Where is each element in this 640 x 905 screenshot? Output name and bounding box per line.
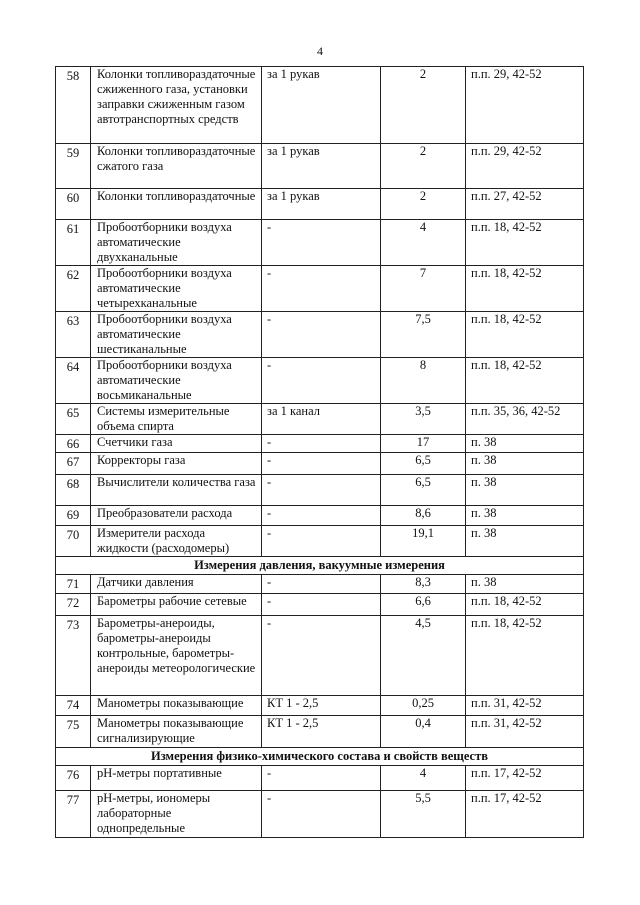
reference-cell: п.п. 27, 42-52 (466, 189, 584, 220)
instrument-name: Пробоотборники воздуха автоматические шестиканальные (91, 312, 262, 358)
instrument-name: Барометры рабочие сетевые (91, 594, 262, 616)
value-cell: 4,5 (381, 616, 466, 696)
row-number: 69 (56, 506, 91, 526)
table-row (56, 506, 584, 526)
section-title: Измерения физико-химического состава и свойств веществ (56, 748, 584, 766)
row-number: 70 (56, 526, 91, 557)
unit-cell: за 1 канал (262, 404, 381, 435)
unit-cell: - (262, 453, 381, 475)
value-cell: 6,6 (381, 594, 466, 616)
instrument-name: рН-метры портативные (91, 766, 262, 791)
reference-cell: п. 38 (466, 575, 584, 594)
value-cell: 7,5 (381, 312, 466, 358)
unit-cell: за 1 рукав (262, 144, 381, 189)
value-cell: 0,4 (381, 716, 466, 748)
value-cell: 8 (381, 358, 466, 404)
instrument-name: Датчики давления (91, 575, 262, 594)
reference-cell: п. 38 (466, 453, 584, 475)
table-row (56, 144, 584, 189)
unit-cell: - (262, 594, 381, 616)
table-row (56, 189, 584, 220)
row-number: 63 (56, 312, 91, 358)
unit-cell: за 1 рукав (262, 67, 381, 144)
value-cell: 19,1 (381, 526, 466, 557)
row-number: 73 (56, 616, 91, 696)
reference-cell: п.п. 29, 42-52 (466, 144, 584, 189)
table-row (56, 404, 584, 435)
instrument-name: Корректоры газа (91, 453, 262, 475)
unit-cell: - (262, 435, 381, 453)
instrument-name: Измерители расхода жидкости (расходомеры) (91, 526, 262, 557)
instrument-name: Пробоотборники воздуха автоматические двухканальные (91, 220, 262, 266)
row-number: 68 (56, 475, 91, 506)
table-row (56, 594, 584, 616)
reference-cell: п.п. 18, 42-52 (466, 594, 584, 616)
reference-cell: п.п. 18, 42-52 (466, 220, 584, 266)
table-row (56, 526, 584, 557)
table-row (56, 575, 584, 594)
instrument-name: Колонки топливораздаточные сжатого газа (91, 144, 262, 189)
table-row (56, 266, 584, 312)
row-number: 62 (56, 266, 91, 312)
tariff-table (55, 66, 584, 838)
reference-cell: п.п. 18, 42-52 (466, 358, 584, 404)
value-cell: 2 (381, 189, 466, 220)
table-row (56, 435, 584, 453)
row-number: 75 (56, 716, 91, 748)
instrument-name: Пробоотборники воздуха автоматические восьмиканальные (91, 358, 262, 404)
value-cell: 17 (381, 435, 466, 453)
row-number: 74 (56, 696, 91, 716)
unit-cell: - (262, 358, 381, 404)
section-header-row (56, 557, 584, 575)
section-header-row (56, 748, 584, 766)
page-number: 4 (317, 44, 323, 58)
unit-cell: - (262, 791, 381, 838)
reference-cell: п. 38 (466, 526, 584, 557)
value-cell: 0,25 (381, 696, 466, 716)
instrument-name: Манометры показывающие (91, 696, 262, 716)
unit-cell: КТ 1 - 2,5 (262, 716, 381, 748)
value-cell: 8,6 (381, 506, 466, 526)
row-number: 71 (56, 575, 91, 594)
value-cell: 5,5 (381, 791, 466, 838)
unit-cell: - (262, 616, 381, 696)
instrument-name: Колонки топливораздаточные сжиженного газа, установки заправки сжиженным газом автотранспортных средств (91, 67, 262, 144)
value-cell: 6,5 (381, 475, 466, 506)
value-cell: 7 (381, 266, 466, 312)
value-cell: 6,5 (381, 453, 466, 475)
unit-cell: - (262, 220, 381, 266)
value-cell: 8,3 (381, 575, 466, 594)
table-row (56, 716, 584, 748)
reference-cell: п.п. 17, 42-52 (466, 766, 584, 791)
reference-cell: п. 38 (466, 475, 584, 506)
unit-cell: - (262, 575, 381, 594)
table-row (56, 791, 584, 838)
unit-cell: за 1 рукав (262, 189, 381, 220)
row-number: 77 (56, 791, 91, 838)
reference-cell: п.п. 31, 42-52 (466, 716, 584, 748)
instrument-name: Счетчики газа (91, 435, 262, 453)
value-cell: 2 (381, 67, 466, 144)
reference-cell: п.п. 18, 42-52 (466, 312, 584, 358)
unit-cell: - (262, 475, 381, 506)
reference-cell: п.п. 31, 42-52 (466, 696, 584, 716)
value-cell: 4 (381, 220, 466, 266)
row-number: 58 (56, 67, 91, 144)
row-number: 66 (56, 435, 91, 453)
unit-cell: - (262, 766, 381, 791)
reference-cell: п. 38 (466, 506, 584, 526)
reference-cell: п.п. 17, 42-52 (466, 791, 584, 838)
value-cell: 3,5 (381, 404, 466, 435)
instrument-name: рН-метры, иономеры лабораторные однопредельные (91, 791, 262, 838)
instrument-name: Барометры-анероиды, барометры-анероиды контрольные, барометры-анероиды метеорологические (91, 616, 262, 696)
unit-cell: КТ 1 - 2,5 (262, 696, 381, 716)
table-row (56, 453, 584, 475)
section-title: Измерения давления, вакуумные измерения (56, 557, 584, 575)
unit-cell: - (262, 312, 381, 358)
instrument-name: Преобразователи расхода (91, 506, 262, 526)
table-row (56, 358, 584, 404)
table-row (56, 220, 584, 266)
instrument-name: Колонки топливораздаточные (91, 189, 262, 220)
row-number: 60 (56, 189, 91, 220)
reference-cell: п. 38 (466, 435, 584, 453)
reference-cell: п.п. 18, 42-52 (466, 266, 584, 312)
row-number: 61 (56, 220, 91, 266)
reference-cell: п.п. 29, 42-52 (466, 67, 584, 144)
table-row (56, 67, 584, 144)
reference-cell: п.п. 18, 42-52 (466, 616, 584, 696)
instrument-name: Системы измерительные объема спирта (91, 404, 262, 435)
row-number: 64 (56, 358, 91, 404)
table-row (56, 475, 584, 506)
row-number: 72 (56, 594, 91, 616)
instrument-name: Манометры показывающие сигнализирующие (91, 716, 262, 748)
unit-cell: - (262, 506, 381, 526)
reference-cell: п.п. 35, 36, 42-52 (466, 404, 584, 435)
row-number: 76 (56, 766, 91, 791)
table-row (56, 766, 584, 791)
instrument-name: Вычислители количества газа (91, 475, 262, 506)
value-cell: 4 (381, 766, 466, 791)
table-row (56, 312, 584, 358)
row-number: 65 (56, 404, 91, 435)
row-number: 67 (56, 453, 91, 475)
unit-cell: - (262, 526, 381, 557)
value-cell: 2 (381, 144, 466, 189)
table-row (56, 696, 584, 716)
unit-cell: - (262, 266, 381, 312)
instrument-name: Пробоотборники воздуха автоматические четырехканальные (91, 266, 262, 312)
row-number: 59 (56, 144, 91, 189)
table-row (56, 616, 584, 696)
